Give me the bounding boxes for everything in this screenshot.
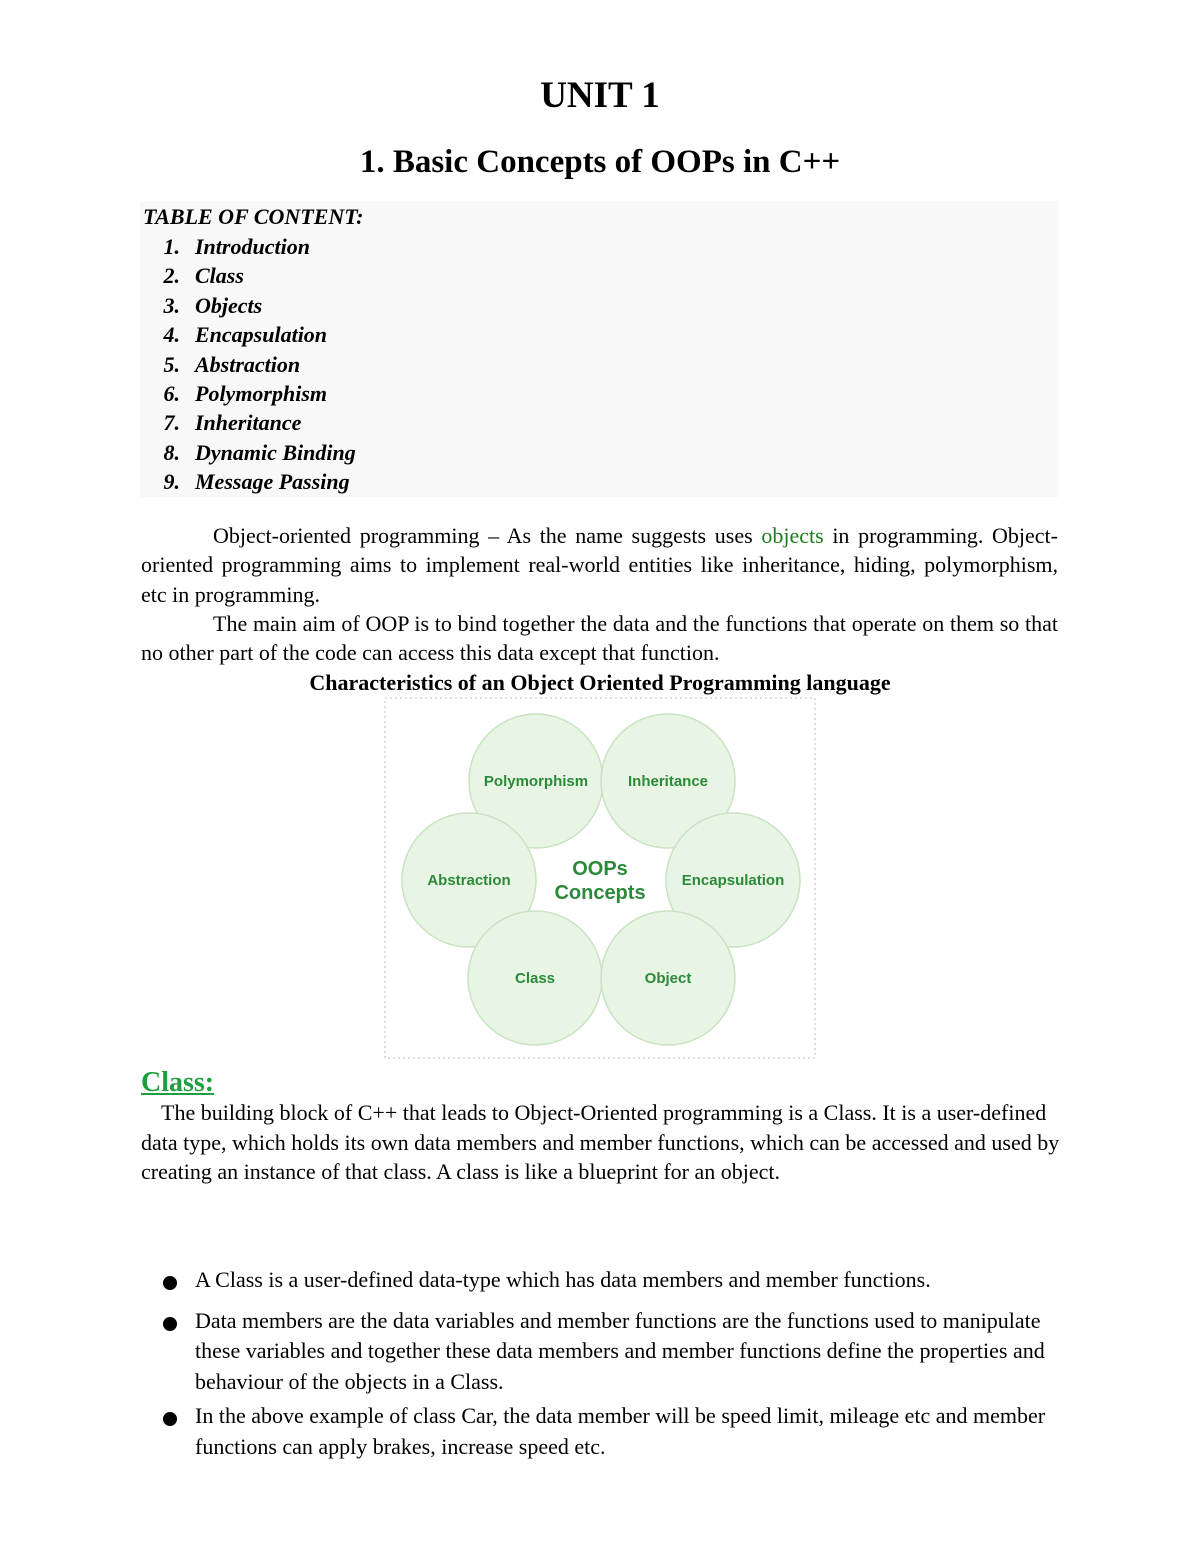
- list-item: [141, 1401, 1071, 1462]
- diagram-center-line-2: Concepts: [554, 882, 646, 904]
- diagram-node-class: [468, 911, 602, 1045]
- list-item: [141, 1306, 1071, 1398]
- bullet-text: Data members are the data variables and member functions are the functions used to manipulate these variables and together these data members and member functions define the properties and behaviour of the objects in a Class.: [195, 1307, 1045, 1394]
- toc-item-number: 7.: [163, 410, 180, 436]
- node-label-polymorphism: Polymorphism: [483, 773, 589, 790]
- node-label-class: Class: [514, 970, 556, 987]
- intro-paragraph-2: [141, 609, 1058, 668]
- intro-text-before: Object-oriented programming – As the name suggests uses: [213, 523, 762, 548]
- toc-item-number: 2.: [163, 263, 180, 289]
- characteristics-heading: Characteristics of an Object Oriented Programming language: [309, 670, 891, 695]
- node-label-encapsulation: Encapsulation: [681, 872, 785, 889]
- toc-item-label: Class: [195, 263, 244, 289]
- intro-paragraph-2-text: The main aim of OOP is to bind together the data and the functions that operate on them so that no other part of the code can access this data except that function.: [141, 611, 1058, 666]
- node-label-object: Object: [644, 970, 692, 987]
- toc-item-label: Introduction: [195, 234, 310, 259]
- objects-link[interactable]: objects: [761, 523, 824, 548]
- bullet-text: A Class is a user-defined data-type which has data members and member functions.: [195, 1267, 931, 1292]
- chapter-title: 1. Basic Concepts of OOPs in C++: [359, 144, 841, 180]
- toc-item-number: 3.: [163, 292, 180, 318]
- class-bullet-list: [141, 1265, 1071, 1462]
- class-heading: Class:: [141, 1067, 215, 1098]
- toc-item-number: 9.: [163, 469, 180, 495]
- bullet-icon: [163, 1412, 177, 1426]
- list-item: [141, 1265, 1071, 1296]
- node-label-inheritance: Inheritance: [627, 773, 709, 790]
- bullet-icon: [163, 1276, 177, 1290]
- toc-item-label: Polymorphism: [195, 380, 328, 406]
- class-paragraph: [141, 1098, 1071, 1187]
- oops-concepts-diagram: [384, 697, 816, 1059]
- toc-item-label: Dynamic Binding: [195, 439, 356, 465]
- unit-title: UNIT 1: [540, 75, 660, 116]
- intro-paragraph-1: [141, 521, 1058, 609]
- diagram-node-object: [601, 911, 735, 1045]
- toc-item-number: 5.: [163, 351, 180, 377]
- bullet-text: In the above example of class Car, the data member will be speed limit, mileage etc and member functions can apply brakes, increase speed etc.: [195, 1403, 1046, 1459]
- intro-text-after: in programming. Object-oriented programming aims to implement real-world entities like inheritance, hiding, polymorphism, etc in programming.: [141, 523, 1058, 607]
- toc-item-number: 1.: [163, 234, 180, 259]
- toc-item-label: Encapsulation: [195, 322, 328, 348]
- node-label-abstraction: Abstraction: [427, 872, 511, 889]
- toc-heading: TABLE OF CONTENT:: [143, 204, 364, 229]
- toc-item-number: 4.: [163, 322, 180, 348]
- toc-item-label: Objects: [195, 292, 263, 318]
- toc-item-number: 6.: [163, 380, 180, 406]
- toc-item-label: Inheritance: [195, 410, 302, 436]
- toc-item-label: Abstraction: [195, 351, 301, 377]
- bullet-icon: [163, 1317, 177, 1331]
- table-of-contents: [140, 201, 1059, 497]
- diagram-center-line-1: OOPs: [572, 858, 628, 880]
- toc-item-label: Message Passing: [195, 469, 350, 495]
- toc-item-number: 8.: [163, 439, 180, 465]
- class-paragraph-text: The building block of C++ that leads to Object-Oriented programming is a Class. It is a user-defined data type, which holds its own data members and member functions, which can be accessed and used by creating an instance of that class. A class is like a blueprint for an object.: [141, 1100, 1060, 1185]
